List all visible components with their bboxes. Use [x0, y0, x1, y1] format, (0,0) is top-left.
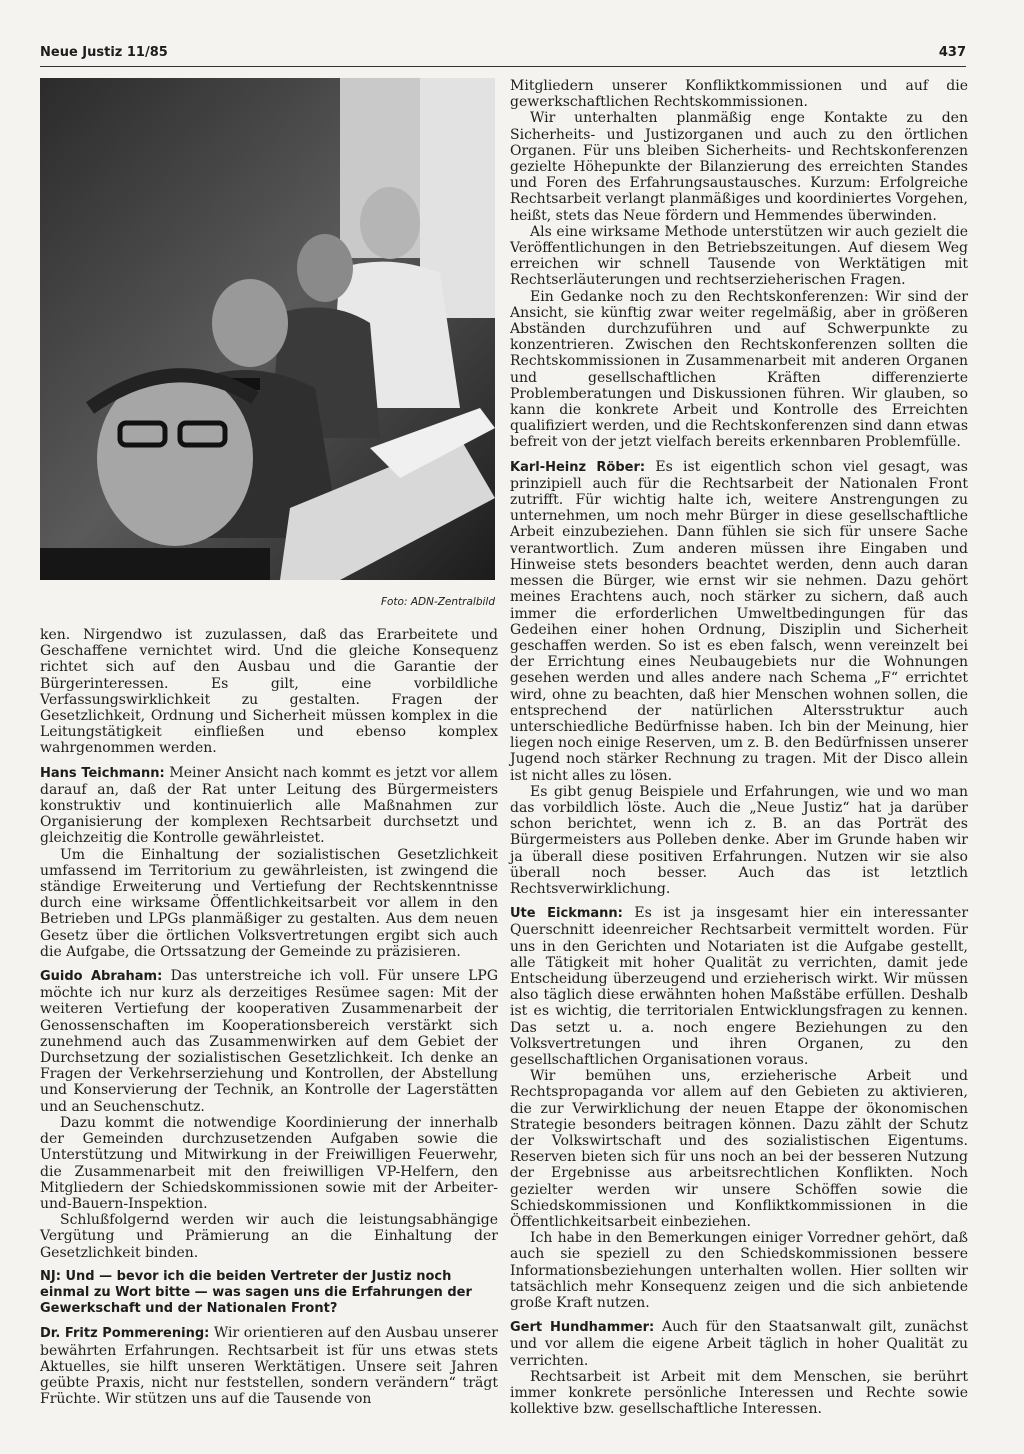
paragraph [510, 78, 968, 110]
paragraph-text: Mitgliedern unserer Konfliktkommissionen und auf die gewerkschaftlichen Rechtskommissionen. [510, 78, 968, 111]
paragraph-text: Rechtsarbeit ist Arbeit mit dem Menschen, sie berührt immer konkrete persönliche Interessen und Rechte sowie kollektive bzw. gesellschaftliche Interessen. [510, 1368, 968, 1418]
paragraph [40, 627, 498, 757]
paragraph [40, 765, 498, 847]
journal-title: Neue Justiz 11/85 [40, 45, 168, 60]
speaker-name: Dr. Fritz Pommerening: [40, 1326, 210, 1342]
question: NJ: Und — bevor ich die beiden Vertreter der Justiz noch einmal zu Wort bitte — was sagen uns die Erfahrungen der Gewerkschaft und der Nationalen Front? [40, 1268, 472, 1317]
speaker-name: Hans Teichmann: [40, 765, 165, 781]
paragraph-text: Es ist eigentlich schon viel gesagt, was prinzipiell auch für die Rechtsarbeit der Nationalen Front zutrifft. Für wichtig halte ich, weitere Anstrengungen zu unternehmen, um noch mehr Bürger in diese gesellschaftliche Arbeit einzubeziehen. Dann fühlen sie sich für unsere Sache verantwortlich. Zum anderen müssen ihre Eingaben und Hinweise stets besonders beachtet werden, denn auch daran messen die Bürger, wie ernst wir sie nehmen. Dazu gehört meines Erachtens auch, noch stärker zu sichern, daß auch immer die erforderlichen Umweltbedingungen für das Gedeihen einer hohen Ordnung, Disziplin und Sicherheit geschaffen werden. So ist es eben falsch, wenn vereinzelt bei der Errichtung eines Neubaugebiets nur die Wohnungen gesehen werden und alles andere nach Schema „F“ errichtet wird, ohne zu beachten, daß hier Menschen wohnen sollen, die entsprechend der natürlichen Altersstruktur auch unterschiedliche Bedürfnisse haben. Ich bin der Meinung, hier liegen noch einige Reserven, um z. B. den Bedürfnissen unserer Jugend noch stärker Rechnung zu tragen. Mit der Disco allein ist nicht alles zu lösen. [510, 458, 968, 784]
paragraph [510, 1319, 968, 1369]
speaker-name: Guido Abraham: [40, 969, 163, 985]
paragraph [510, 224, 968, 289]
paragraph-text: Dazu kommt die notwendige Koordinierung der innerhalb der Gemeinden durchzusetzenden Aufgaben sowie die Unterstützung und Mitwirkung in der Freiwilligen Feuerwehr, die Zusammenarbeit mit den freiwilligen VP-Helfern, den Mitgliedern der Schiedskommissionen sowie mit der Arbeiter-und-Bauern-Inspektion. [40, 1114, 498, 1212]
paragraph [510, 784, 968, 897]
paragraph-text: Das unterstreiche ich voll. Für unsere LPG möchte ich nur kurz als derzeitiges Resümee sagen: Mit der weiteren Vertiefung der kooperativen Zusammenarbeit der Genossenschaften im Kooperationsbereich verstärkt sich zunehmend auch das Zusammenwirken auf dem Gebiet der Durchsetzung der sozialistischen Gesetzlichkeit. Ich denke an Fragen der Verkehrserziehung und Kontrollen, der Abstellung und Konservierung der Technik, an Kontrolle der Lagerstätten und an Seuchenschutz. [40, 968, 498, 1115]
right-column [510, 78, 968, 1448]
paragraph [510, 459, 968, 784]
paragraph-text: Auch für den Staatsanwalt gilt, zunächst und vor allem die eigene Arbeit täglich in hoher Qualität zu verrichten. [510, 1319, 968, 1369]
paragraph-text: ken. Nirgendwo ist zuzulassen, daß das Erarbeitete und Geschaffene vernichtet wird. Und die gleiche Konsequenz richtet sich auf den Ausbau und die Garantie der Bürgerinteressen. Es gilt, eine vorbildliche Verfassungswirklichkeit zu gestalten. Fragen der Gesetzlichkeit, Ordnung und Sicherheit müssen komplex in die Leitungstätigkeit einfließen und ebenso komplex wahrgenommen werden. [40, 627, 498, 757]
paragraph-text: Schlußfolgernd werden wir auch die leistungsabhängige Vergütung und Prämierung an die Einhaltung der Gesetzlichkeit binden. [40, 1212, 498, 1261]
page-number: 437 [938, 45, 966, 60]
paragraph-text: Wir unterhalten planmäßig enge Kontakte zu den Sicherheits- und Justizorganen und auch zu den örtlichen Organen. Für uns bleiben Sicherheits- und Rechtskonferenzen gezielte Höhepunkte der Bilanzierung des erreichten Standes und Foren des Erfahrungsaustausches. Kurzum: Erfolgreiche Rechtsarbeit verlangt planmäßiges und koordiniertes Vorgehen, heißt, stets das Neue fördern und Hemmendes überwinden. [510, 110, 968, 224]
paragraph [510, 1369, 968, 1418]
paragraph-text: Ein Gedanke noch zu den Rechtskonferenzen: Wir sind der Ansicht, sie künftig zwar weiter regelmäßig, aber in größeren Abständen durchzuführen und auf Schwerpunkte zu konzentrieren. Zwischen den Rechtskonferenzen sollten die Rechtskommissionen in Zusammenarbeit mit anderen Organen und gesellschaftlichen Kräften differenzierte Problemberatungen und Diskussionen führen. Wir glauben, so kann die konkrete Arbeit und Kontrolle des Erreichten qualifiziert werden, und die Rechtskonferenzen sind dann etwas befreit von der jetzt vielfach bereits erkennbaren Problemfülle. [510, 288, 968, 451]
paragraph [510, 289, 968, 451]
paragraph [40, 1115, 498, 1212]
paragraph-text: Ich habe in den Bemerkungen einiger Vorredner gehört, daß auch sie speziell zu den Schiedskommissionen bessere Informationsbeziehungen unterhalten wollen. Hier sollten wir tatsächlich mehr Konsequenz zeigen und die sich anbietende große Kraft nutzen. [510, 1230, 968, 1312]
paragraph-text: Es ist ja insgesamt hier ein interessanter Querschnitt ideenreicher Rechtsarbeit vermittelt worden. Für uns in den Gerichten und Notariaten ist die Aufgabe gestellt, alle Tätigkeit mit hoher Qualität zu verrichten, damit jede Entscheidung überzeugend und erzieherisch wirkt. Wir müssen also täglich diese erwähnten hohen Maßstäbe erfüllen. Deshalb ist es wichtig, die territorialen Entwicklungsfragen zu kennen. Das setzt u. a. noch engere Beziehungen zu den Volksvertretungen und ihren Organen, zu den gesellschaftlichen Organisationen voraus. [510, 905, 969, 1068]
paragraph-text: Es gibt genug Beispiele und Erfahrungen, wie und wo man das vorbildlich löste. Auch die „Neue Justiz“ hat ja darüber schon berichtet, wenn ich z. B. an das Porträt des Bürgermeisters aus Polleben denke. Aber im Grunde haben wir ja überall diese positiven Erfahrungen. Nutzen wir sie also überall noch besser. Auch das ist letztlich Rechtsverwirklichung. [510, 783, 968, 897]
speaker-name: Gert Hundhammer: [510, 1320, 655, 1336]
page-header [40, 45, 966, 65]
paragraph-text: Meiner Ansicht nach kommt es jetzt vor allem darauf an, daß der Rat unter Leitung des Bürgermeisters konstruktiv und kontinuierlich alle Maßnahmen zur Organisierung der komplexen Rechtsarbeit durchsetzt und gleichzeitig die Kontrolle gewährleistet. [40, 764, 498, 847]
paragraph [510, 110, 968, 223]
paragraph-text: Wir orientieren auf den Ausbau unserer bewährten Erfahrungen. Rechtsarbeit ist für uns etwas stets Aktuelles, sie hilft unseren Werktätigen. Unsere seit Jahren geübte Praxis, nicht nur feststellen, sondern verändern“ trägt Früchte. Wir stützen uns auf die Tausende von [40, 1325, 498, 1408]
left-column [40, 627, 498, 1447]
paragraph [40, 1325, 498, 1407]
paragraph-text: Um die Einhaltung der sozialistischen Gesetzlichkeit umfassend im Territorium zu gewährleisten, ist zwingend die ständige Erweiterung und Vertiefung der Rechtskenntnisse durch eine wirksame Öffentlichkeitsarbeit vor allem in den Betrieben und LPGs planmäßiger zu gestalten. Aus dem neuen Gesetz über die örtlichen Volksvertretungen ergibt sich auch die Aufgabe, die Ortssatzung der Gemeinde zu präzisieren. [40, 846, 498, 960]
meeting-photo [40, 78, 495, 580]
paragraph [510, 905, 968, 1068]
paragraph [510, 1230, 968, 1311]
speaker-name: Ute Eickmann: [510, 906, 623, 922]
paragraph-text: Als eine wirksame Methode unterstützen wir auch gezielt die Veröffentlichungen in den Betriebszeitungen. Auf diesem Weg erreichen wir schnell Tausende von Werktätigen mit Rechtserläuterungen und rechtserzieherischen Fragen. [510, 223, 968, 289]
speaker-name: Karl-Heinz Röber: [510, 459, 646, 475]
photo-credit: Foto: ADN-Zentralbild [380, 596, 495, 608]
paragraph [40, 1212, 498, 1261]
header-rule [40, 66, 966, 67]
paragraph-text: Wir bemühen uns, erzieherische Arbeit und Rechtspropaganda vor allem auf den Gebieten zu aktivieren, die zur Verwirklichung der neuen Etappe der ökonomischen Strategie besonders beitragen können. Dazu zählt der Schutz der Volkswirtschaft und des sozialistischen Eigentums. Reserven bieten sich für uns noch an bei der besseren Nutzung der Ergebnisse aus arbeitsrechtlichen Konflikten. Noch gezielter werden wir unsere Schöffen sowie die Schiedskommissionen und Konfliktkommissionen in die Öffentlichkeitsarbeit einbeziehen. [510, 1068, 968, 1231]
paragraph [510, 1068, 968, 1230]
paragraph [40, 847, 498, 960]
paragraph [40, 968, 498, 1115]
